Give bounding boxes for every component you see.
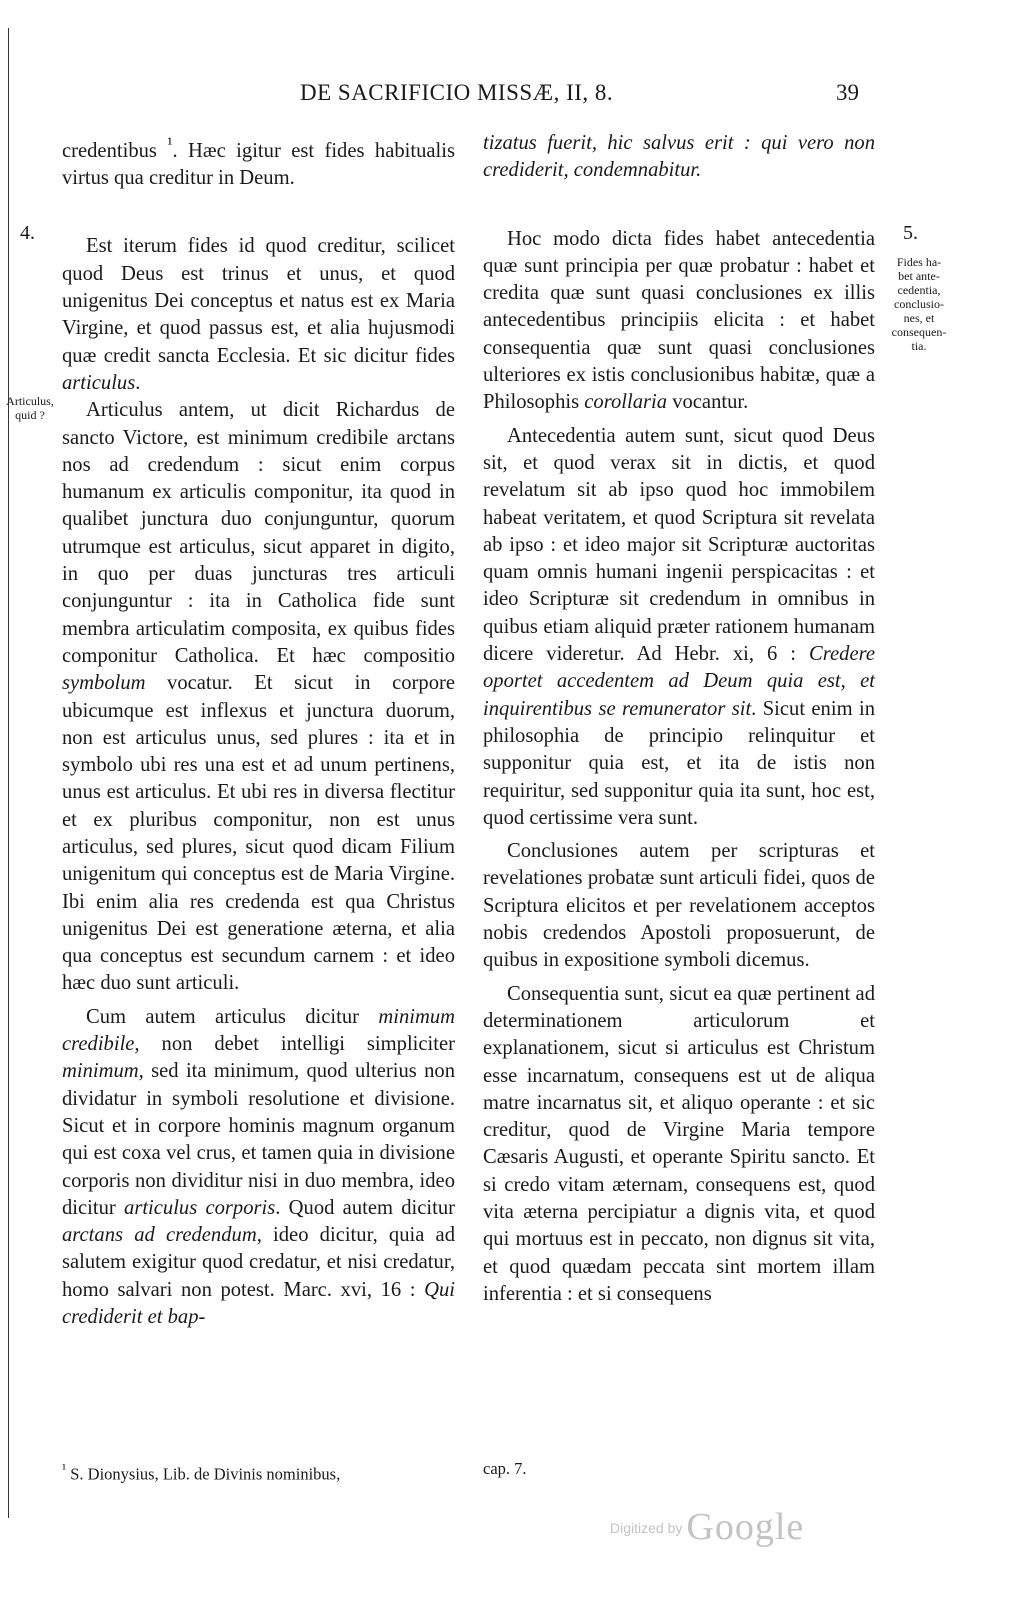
text-run: credentibus [62,139,168,162]
italic-term: arctans ad credendum, [62,1224,262,1247]
digitized-watermark [610,1505,804,1549]
italic-quote: tizatus fuerit, hic salvus erit : qui vero non crediderit, condemnabitur. [483,132,875,182]
text-run: . Hæc igitur est fides habitualis virtus qua creditur in Deum. [62,139,455,190]
paragraph [483,226,875,417]
text-run: Articulus antem, ut dicit Richardus de sancto Victore, est minimum credibile arctans nos ad credendum : sicut enim corpus humanum ex articulis componitur, ita quod in qualibet junctura duo conjunguntur, quorum utrumque est articulus, sicut apparet in digito, in quo per duas juncturas tres articuli conjunguntur : ita in Catholica fide sunt membra articulatim composita, ex quibus fides componitur Catholica. Et hæc compositio [62,399,455,667]
italic-term: symbolum [62,672,146,695]
page-edge-line [8,28,9,1518]
paragraph [62,233,455,397]
margin-note-line: Fides ha- [896,255,942,269]
italic-term: Qui crediderit et bap- [62,1278,455,1329]
italic-term: articulus corporis [124,1196,276,1219]
paragraph: Conclusiones autem per scripturas et revelationes probatæ sunt articuli fidei, quos de Scriptura elicitos et per revelationem acceptos nobis credendos Apostoli proposuerunt, de quibus in expositione symboli dicemus. [483,840,875,972]
footnote-right: cap. 7. [483,1459,527,1478]
text-run: . Sicut enim in philosophia de principio relinquitur et supponitur quia est, et ita de istis non requiritur, sed supponitur quia ita sunt, hoc est, quod certissime vera sunt. [483,697,875,829]
text-run: Hoc modo dicta fides habet antecedentia quæ sunt principia per quæ probatur : habet et credita quæ sunt quasi conclusiones ex illis antecedentibus principiis elicita : et habet consequentia quæ sunt quasi conclusiones ulteriores ex istis conclusionibus habitæ, quæ a Philosophis [483,227,875,414]
margin-note-line: cedentia, [897,283,941,297]
margin-note-line: tia. [911,339,927,353]
margin-note-line: consequen- [891,325,947,339]
paragraph [483,423,875,832]
margin-note-line: quid ? [15,408,45,422]
text-run: ideo dicitur, quia ad salutem exigitur quod credatur, et nisi credatur, homo salvari non potest. Marc. xvi, 16 : [62,1224,455,1301]
footnote-ref: ¹ [167,134,173,153]
text-run: sed ita minimum, quod ulterius non dividatur in symboli resolutione et divisione. Sicut et in corpore hominis magnum organum qui est coxa vel crus, et tamen quia in divisione corporis non dividitur nisi in duo membra, ideo dicitur [62,1060,455,1219]
italic-quote: Credere oportet accedentem ad Deum quia est, et inquirentibus se remunerator sit [483,643,875,720]
text-run: vocantur. [667,391,749,414]
text-run: . [135,371,141,394]
margin-note-line: bet ante- [898,269,940,283]
paragraph [62,397,455,998]
paragraph: Consequentia sunt, sicut ea quæ pertinent ad determinationem articulorum et explanationem, sicut si articulus est Christum esse incarnatum, consequens est ut de aliqua matre incarnatus sit, et aliquo operante : et sic creditur, quod de Virgine Maria tempore Cæsaris Augusti, et operante Spiritu sancto. Et si credo vitam æternam, consequens est, quod vita æterna percipiatur a dignis vita, et quod qui mortuus est in peccato, non dignus sit vita, et quod quædam peccata sint mortem illam inferentia : et si consequens [483,982,875,1305]
margin-note-line: Articulus, [6,394,54,408]
google-logo: Google [686,1506,805,1548]
section-number-4: 4. [20,222,35,244]
italic-term: articulus [62,371,136,394]
paragraph [62,1004,455,1332]
italic-term: minimum, [62,1060,144,1083]
margin-note-line: nes, et [903,311,935,325]
right-column [483,130,875,1308]
page-number: 39 [836,80,859,105]
text-run: . Quod autem dicitur [275,1196,456,1219]
italic-term: corollaria [584,391,668,414]
text-run: Cum autem articulus dicitur [86,1005,379,1028]
paragraph [483,130,875,185]
footnote-marker: ¹ [62,1461,67,1476]
text-run: Antecedentia autem sunt, sicut quod Deus sit, et quod verax sit in dictis, et quod revelatum sit ab ipso quod hoc immobilem habeat veritatem, et quod Scriptura sit revelata ab ipso : et ideo major sit Scripturæ auctoritas quam omnis humani ingenii perspicacitas : et ideo Scripturæ sit credendum in omnibus in quibus etiam aliquid præter rationem humanam dicere videretur. Ad Hebr. xi, 6 : [483,424,875,666]
margin-note-articulus [4,394,56,422]
running-title: DE SACRIFICIO MISSÆ, II, 8. [300,80,614,105]
left-column [62,130,455,1331]
text-run: vocatur. Et sicut in corpore ubicumque est inflexus et junctura duorum, non est articulus unus, sed plures : ita et in symbolo ubi res una est et ad unum pertinens, unus est articulus. Et ubi res in diversa flectitur et ex pluribus componitur, non est unus articulus, sed plures, sicut quod dicam Filium unigenitum qui conceptus est de Maria Virgine. Ibi enim alia res credenda est qua Christus unigenitus Dei est generatione æterna, et alia qua conceptus est secundum carnem : et ideo hæc duo sunt articuli. [62,672,455,995]
footnote-left [62,1458,340,1486]
margin-note-line: conclusio- [894,297,944,311]
margin-note-fides [878,255,960,353]
watermark-prefix: Digitized by [610,1520,683,1536]
text-run: non debet intelligi simpliciter [139,1033,455,1056]
footnote-text: S. Dionysius, Lib. de Divinis nominibus, [70,1464,341,1484]
section-number-5: 5. [903,222,918,244]
paragraph [62,130,455,192]
text-run: Est iterum fides id quod creditur, scilicet quod Deus est trinus et unus, et quod unigenitus Dei conceptus et natus est ex Maria Virgine, et quod passus est, et alia hujusmodi quæ credit sancta Ecclesia. Et sic dicitur fides [62,235,455,367]
italic-term: minimum credibile, [62,1005,455,1056]
page-header [0,80,1027,116]
